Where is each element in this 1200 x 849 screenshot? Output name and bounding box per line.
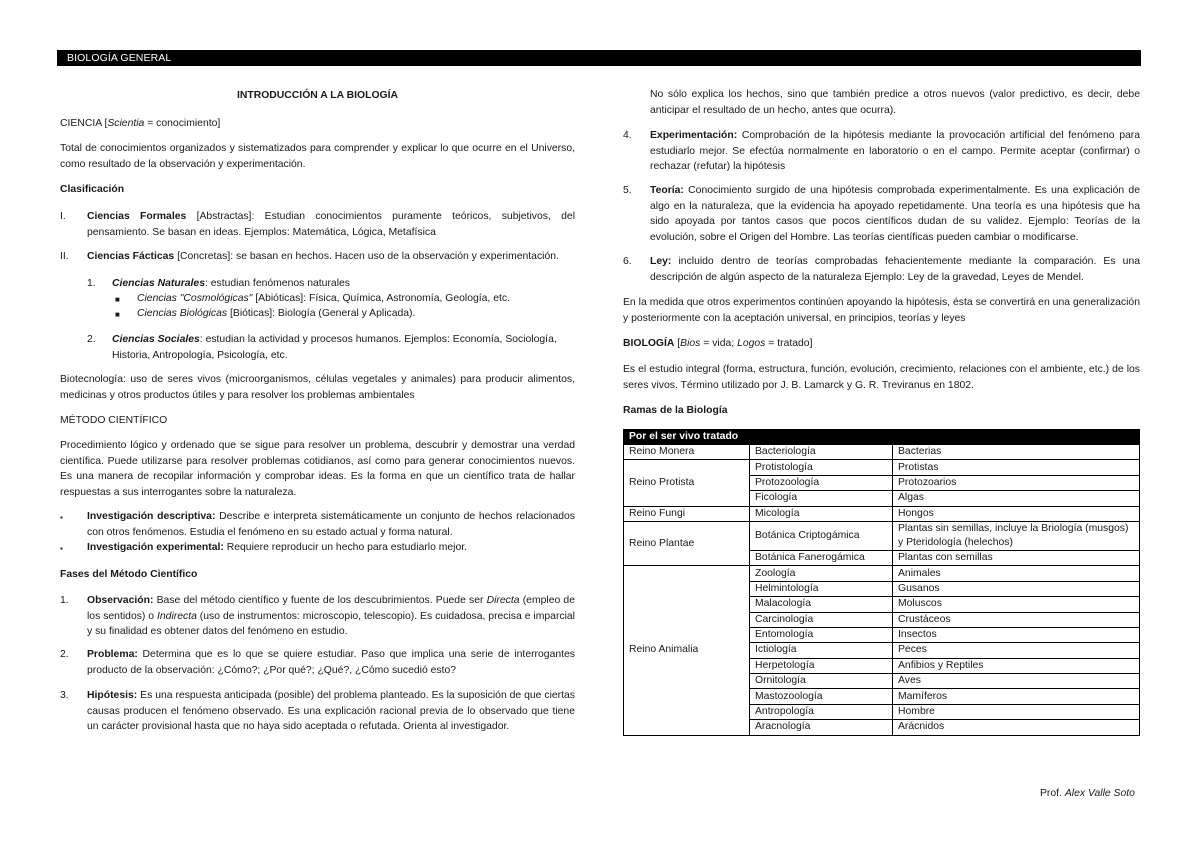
author-footer: Prof. Alex Valle Soto	[1040, 788, 1135, 799]
rama-cell: Ornitología	[750, 674, 893, 689]
fase-ley: Ley: incluido dentro de teorías comprobadas fehacientemente mediante la comparación. Es una descripción de algún aspecto de la naturaleza Ejemplo: Ley de la gravedad, Leyes de Mendel.	[650, 256, 1140, 283]
ciencias-sociales: Ciencias Sociales: estudian la actividad y procesos humanos. Ejemplos: Economía, Sociología, Historia, Antropología, Psicología, etc.	[112, 334, 557, 361]
objeto-estudio-cell: Insectos	[893, 627, 1140, 642]
objeto-estudio-cell: Plantas con semillas	[893, 550, 1140, 565]
rama-cell: Antropología	[750, 704, 893, 719]
fase-observacion: Observación: Base del método científico y fuente de los descubrimientos. Puede ser Directa (empleo de los sentidos) o Indirecta (uso de instrumentos: microscopio, telescopio). Es cuidadosa, precisa e imparcial y su finalidad es obtener datos del fenómeno en estudio.	[87, 595, 575, 637]
fase-experimentacion: Experimentación: Comprobación de la hipótesis mediante la provocación artificial del fenómeno para estudiarlo mejor. Se efectúa normalmente en laboratorio o en el campo. Permite aceptar (confirmar) o rechazar (refutar) la hipótesis	[650, 130, 1140, 172]
objeto-estudio-cell: Crustáceos	[893, 612, 1140, 627]
objeto-estudio-cell: Protozoarios	[893, 475, 1140, 490]
rama-cell: Carcinología	[750, 612, 893, 627]
objeto-estudio-cell: Hongos	[893, 506, 1140, 521]
ciencias-biologicas: Ciencias Biológicas [Bióticas]: Biología (General y Aplicada).	[137, 308, 416, 319]
fase-problema: Problema: Determina que es lo que se quiere estudiar. Paso que implica una serie de interrogantes producto de la observación: ¿Cómo?; ¿Por qué?; ¿Qué?, ¿Cómo sucedió esto?	[87, 649, 575, 676]
objeto-estudio-cell: Bacterias	[893, 445, 1140, 460]
objeto-estudio-cell: Algas	[893, 491, 1140, 506]
fases-heading: Fases del Método Científico	[60, 569, 198, 580]
objeto-estudio-cell: Plantas sin semillas, incluye la Briología (musgos) y Pteridología (helechos)	[893, 521, 1140, 550]
reino-cell: Reino Animalia	[624, 566, 750, 735]
page-title: INTRODUCCIÓN A LA BIOLOGÍA	[236, 90, 399, 101]
table-row	[624, 566, 1140, 581]
rama-cell: Botánica Criptogámica	[750, 521, 893, 550]
objeto-estudio-cell: Moluscos	[893, 597, 1140, 612]
table-row	[624, 445, 1140, 460]
generalizacion: En la medida que otros experimentos continúen apoyando la hipótesis, ésta se convertirá en una generalización y posteriormente con la aceptación universal, en principios, teorías y leyes	[623, 297, 1140, 324]
reino-cell: Reino Fungi	[624, 506, 750, 521]
reino-cell: Reino Monera	[624, 445, 750, 460]
table-row	[624, 460, 1140, 475]
objeto-estudio-cell: Aves	[893, 674, 1140, 689]
hipotesis-continuation: No sólo explica los hechos, sino que también predice a otros nuevos (valor predictivo, es decir, debe anticipar el resultado de un hecho, antes que ocurra).	[650, 89, 1140, 116]
objeto-estudio-cell: Peces	[893, 643, 1140, 658]
hipotesis-number: 3.	[60, 690, 69, 701]
reino-cell: Reino Plantae	[624, 521, 750, 565]
table-header: Por el ser vivo tratado	[624, 430, 1140, 445]
ciencias-facticas: Ciencias Fácticas [Concretas]: se basan en hechos. Hacen uso de la observación y experimentación.	[87, 251, 559, 262]
biotecnologia: Biotecnología: uso de seres vivos (microorganismos, células vegetales y animales) para producir alimentos, medicinas y otros productos útiles y para resolver los problemas ambientales	[60, 374, 575, 401]
rama-cell: Aracnología	[750, 720, 893, 735]
objeto-estudio-cell: Mamíferos	[893, 689, 1140, 704]
metodo-definition: Procedimiento lógico y ordenado que se sigue para resolver un problema, descubrir y demostrar una verdad científica. Puede utilizarse para resolver problemas cotidianos, así como para generar conocimientos nuevos. Es una manera de recopilar información y comprobar ideas. Es la forma en que un científico trata de hallar respuestas a sus interrogantes sobre la naturaleza.	[60, 440, 575, 498]
clasificacion-heading: Clasificación	[60, 184, 125, 195]
observacion-number: 1.	[60, 595, 69, 606]
rama-cell: Zoología	[750, 566, 893, 581]
objeto-estudio-cell: Gusanos	[893, 581, 1140, 596]
ley-number: 6.	[623, 256, 632, 267]
investigacion-descriptiva: Investigación descriptiva: Describe e interpreta sistemáticamente un conjunto de hechos relacionados con otros fenómenos. Estudia el fenómeno en su estado actual y forma natural.	[87, 511, 575, 538]
bullet-icon: ▪	[60, 513, 63, 522]
rama-cell: Herpetología	[750, 658, 893, 673]
rama-cell: Micología	[750, 506, 893, 521]
header-bar	[57, 50, 1141, 66]
formales-number: I.	[60, 211, 66, 222]
rama-cell: Mastozoología	[750, 689, 893, 704]
sociales-number: 2.	[87, 334, 96, 345]
naturales-number: 1.	[87, 278, 96, 289]
objeto-estudio-cell: Hombre	[893, 704, 1140, 719]
fase-hipotesis: Hipótesis: Es una respuesta anticipada (posible) del problema planteado. Es la suposición de que ciertas causas producen el fenómeno observado. Es una explicación racional previa de lo observado que tiene un carácter provisional hasta que no haya sido aceptada o refutada. Orienta al investigador.	[87, 690, 575, 732]
rama-cell: Ictiología	[750, 643, 893, 658]
ramas-table	[623, 429, 1140, 736]
facticas-number: II.	[60, 251, 69, 262]
rama-cell: Entomología	[750, 627, 893, 642]
rama-cell: Protozoología	[750, 475, 893, 490]
ciencias-cosmologicas: Ciencias "Cosmológicas" [Abióticas]: Física, Química, Astronomía, Geología, etc.	[137, 293, 510, 304]
objeto-estudio-cell: Protistas	[893, 460, 1140, 475]
bullet-icon: ■	[115, 310, 120, 319]
course-title: BIOLOGÍA GENERAL	[67, 52, 172, 64]
ciencias-naturales: Ciencias Naturales: estudian fenómenos naturales	[112, 278, 350, 289]
objeto-estudio-cell: Anfibios y Reptiles	[893, 658, 1140, 673]
bullet-icon: ■	[115, 295, 120, 304]
objeto-estudio-cell: Arácnidos	[893, 720, 1140, 735]
ramas-heading: Ramas de la Biología	[623, 405, 728, 416]
table-row	[624, 506, 1140, 521]
investigacion-experimental: Investigación experimental: Requiere reproducir un hecho para estudiarlo mejor.	[87, 542, 468, 553]
rama-cell: Botánica Fanerogámica	[750, 550, 893, 565]
ciencia-definition: Total de conocimientos organizados y sistematizados para comprender y explicar lo que ocurre en el Universo, como resultado de la observación y experimentación.	[60, 143, 575, 170]
biologia-definition: Es el estudio integral (forma, estructura, función, evolución, crecimiento, relaciones con el ambiente, etc.) de los seres vivos. Término utilizado por J. B. Lamarck y G. R. Treviranus en 1802.	[623, 364, 1140, 391]
rama-cell: Helmintología	[750, 581, 893, 596]
objeto-estudio-cell: Animales	[893, 566, 1140, 581]
reino-cell: Reino Protista	[624, 460, 750, 506]
problema-number: 2.	[60, 649, 69, 660]
rama-cell: Bacteriología	[750, 445, 893, 460]
rama-cell: Protistología	[750, 460, 893, 475]
ciencias-formales: Ciencias Formales [Abstractas]: Estudian conocimientos puramente teóricos, subjetivos, del pensamiento. Se basan en ideas. Ejemplos: Matemática, Lógica, Metafísica	[87, 211, 575, 238]
teoria-number: 5.	[623, 185, 632, 196]
fase-teoria: Teoría: Conocimiento surgido de una hipótesis comprobada experimentalmente. Es una explicación de algo en la naturaleza, que la evidencia ha apoyado repetidamente. Una teoría es una hipótesis que ha sido apoyada por tantos casos que pocos científicos dudan de su validez. Ejemplo: Teorías de la evolución, sobre el Origen del Hombre. Las teorías científicas pueden cambiar o modificarse.	[650, 185, 1140, 243]
bullet-icon: ▪	[60, 544, 63, 553]
table-row	[624, 521, 1140, 550]
metodo-heading: MÉTODO CIENTÍFICO	[60, 415, 168, 426]
biologia-heading: BIOLOGÍA [Bios = vida; Logos = tratado]	[623, 338, 813, 349]
rama-cell: Malacología	[750, 597, 893, 612]
ciencia-heading: CIENCIA [Scientia = conocimiento]	[60, 118, 221, 129]
rama-cell: Ficología	[750, 491, 893, 506]
experimentacion-number: 4.	[623, 130, 632, 141]
